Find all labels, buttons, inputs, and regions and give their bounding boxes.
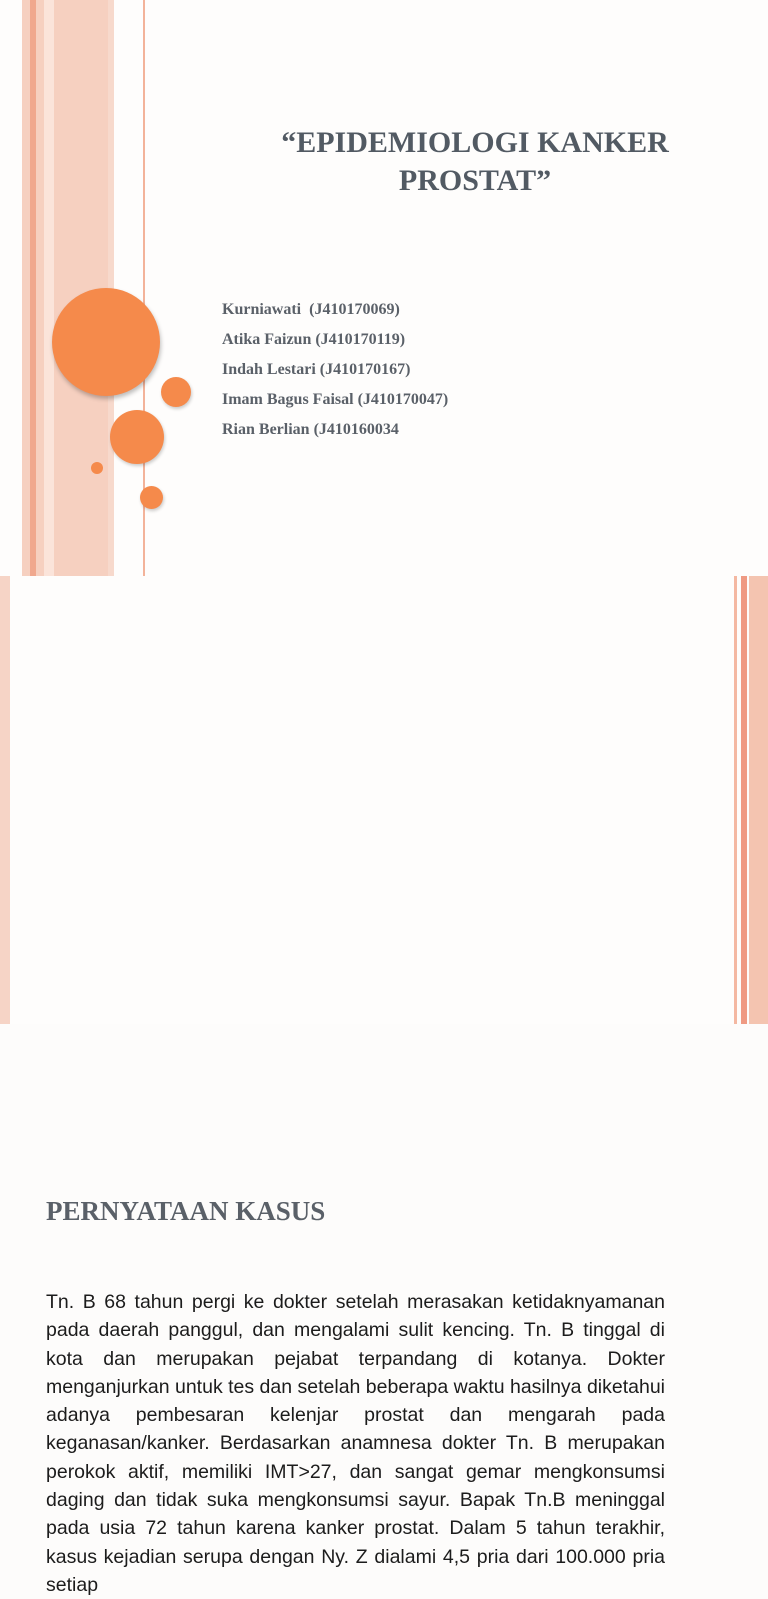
author-item: Indah Lestari (J410170167) <box>222 361 411 378</box>
decor-stripe <box>749 576 768 1024</box>
decor-stripe <box>0 576 10 1024</box>
author-item: Imam Bagus Faisal (J410170047) <box>222 391 449 408</box>
decor-stripe <box>44 0 54 576</box>
case-paragraph: Tn. B 68 tahun pergi ke dokter setelah merasakan ketidaknyamanan pada daerah panggul, dan mengalami sulit kencing. Tn. B tinggal di kota dan merupakan pejabat terpandang di kotanya. Dokter menganjurkan untuk tes dan setelah beberapa waktu hasilnya diketahui adanya pembesaran kelenjar prostat dan mengarah pada keganasan/kanker. Berdasarkan anamnesa dokter Tn. B merupakan perokok aktif, memiliki IMT>27, dan sangat gemar mengkonsumsi daging dan tidak suka mengkonsumsi sayur. Bapak Tn.B meninggal pada usia 72 tahun karena kanker prostat. Dalam 5 tahun terakhir, kasus kejadian serupa dengan Ny. Z dialami 4,5 pria dari 100.000 pria setiap <box>46 1291 666 1596</box>
author-item: Kurniawati (J410170069) <box>222 301 400 318</box>
decor-stripe <box>741 576 747 1024</box>
author-list <box>222 296 448 446</box>
slide-title: “EPIDEMIOLOGI KANKER PROSTAT” <box>281 126 669 197</box>
title-slide <box>0 0 768 576</box>
section-heading: PERNYATAAN KASUS <box>46 1196 326 1226</box>
author-item: Rian Berlian (J410160034 <box>222 421 399 438</box>
case-slide <box>0 576 768 1596</box>
author-item: Atika Faizun (J410170119) <box>222 331 406 348</box>
decor-stripe <box>734 576 737 1024</box>
decor-circle-large <box>52 288 160 396</box>
decor-circle <box>110 410 164 464</box>
decor-circle <box>91 462 103 474</box>
decor-stripe <box>30 0 36 576</box>
decor-circle <box>140 486 163 509</box>
decor-circle <box>161 377 191 407</box>
